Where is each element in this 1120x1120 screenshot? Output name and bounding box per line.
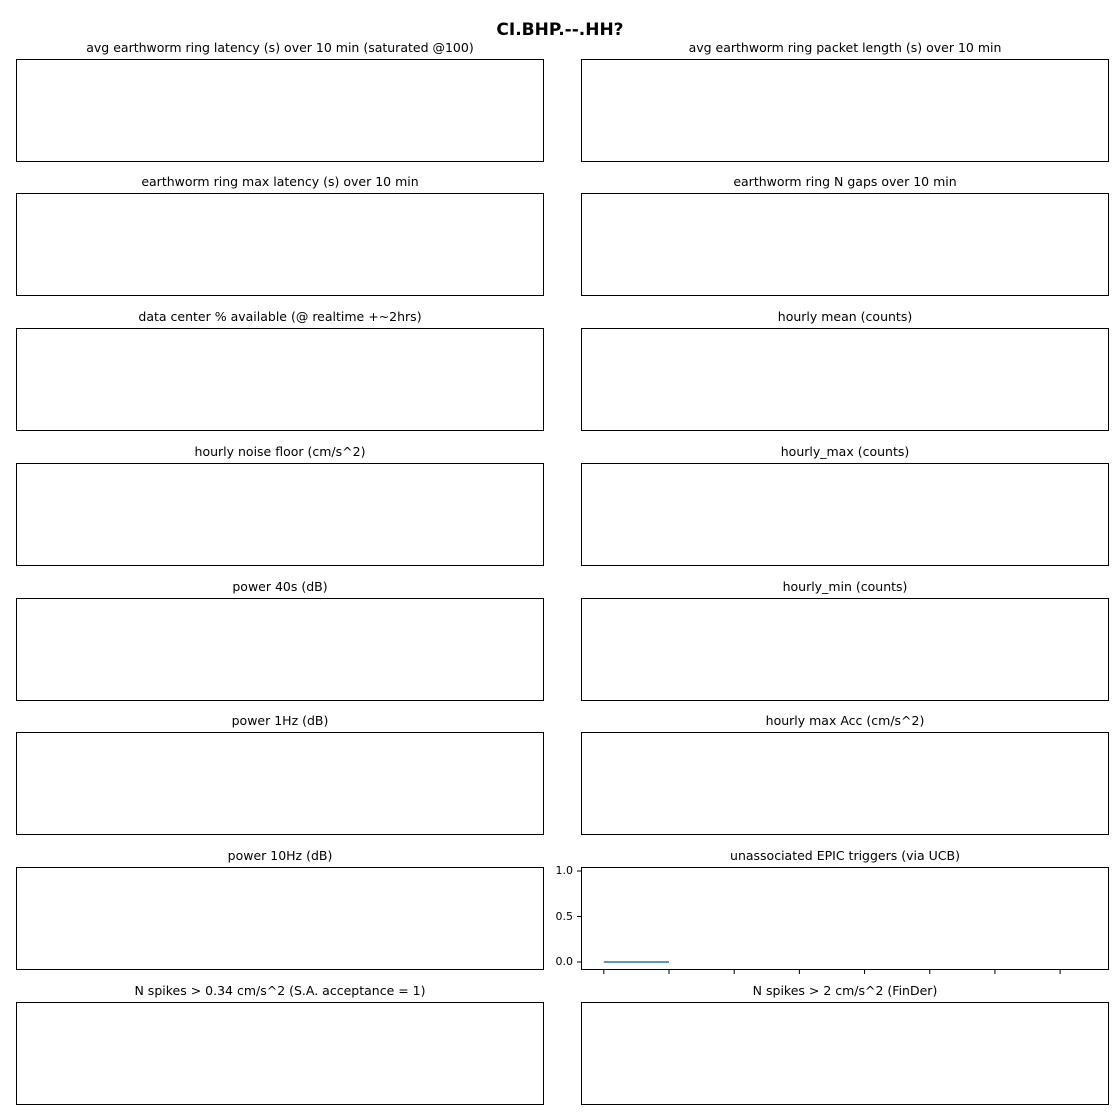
- panel-title: avg earthworm ring packet length (s) over 10 min: [688, 40, 1002, 55]
- panel-title: earthworm ring N gaps over 10 min: [733, 174, 957, 189]
- panel-title: power 1Hz (dB): [231, 713, 329, 728]
- panel-title: power 40s (dB): [232, 579, 328, 594]
- panel-title: hourly mean (counts): [777, 309, 913, 324]
- panel-title: data center % available (@ realtime +~2hrs): [138, 309, 422, 324]
- panel-title: avg earthworm ring latency (s) over 10 min (saturated @100): [86, 40, 474, 55]
- panel-title: hourly_min (counts): [782, 579, 908, 594]
- panel-title: hourly_max (counts): [780, 444, 910, 459]
- y-tick-label: 0.0: [555, 955, 573, 968]
- panel-title: hourly max Acc (cm/s^2): [765, 713, 925, 728]
- panel-title: unassociated EPIC triggers (via UCB): [730, 848, 960, 863]
- panel-title: hourly noise floor (cm/s^2): [194, 444, 366, 459]
- panel-title: earthworm ring max latency (s) over 10 min: [141, 174, 419, 189]
- panel-title: power 10Hz (dB): [227, 848, 333, 863]
- y-tick-label: 1.0: [555, 864, 573, 877]
- y-tick-label: 0.5: [555, 909, 573, 923]
- panel-title: N spikes > 2 cm/s^2 (FinDer): [752, 983, 938, 998]
- figure-title: CI.BHP.--.HH?: [496, 20, 624, 40]
- panel-title: N spikes > 0.34 cm/s^2 (S.A. acceptance = 1): [134, 983, 426, 998]
